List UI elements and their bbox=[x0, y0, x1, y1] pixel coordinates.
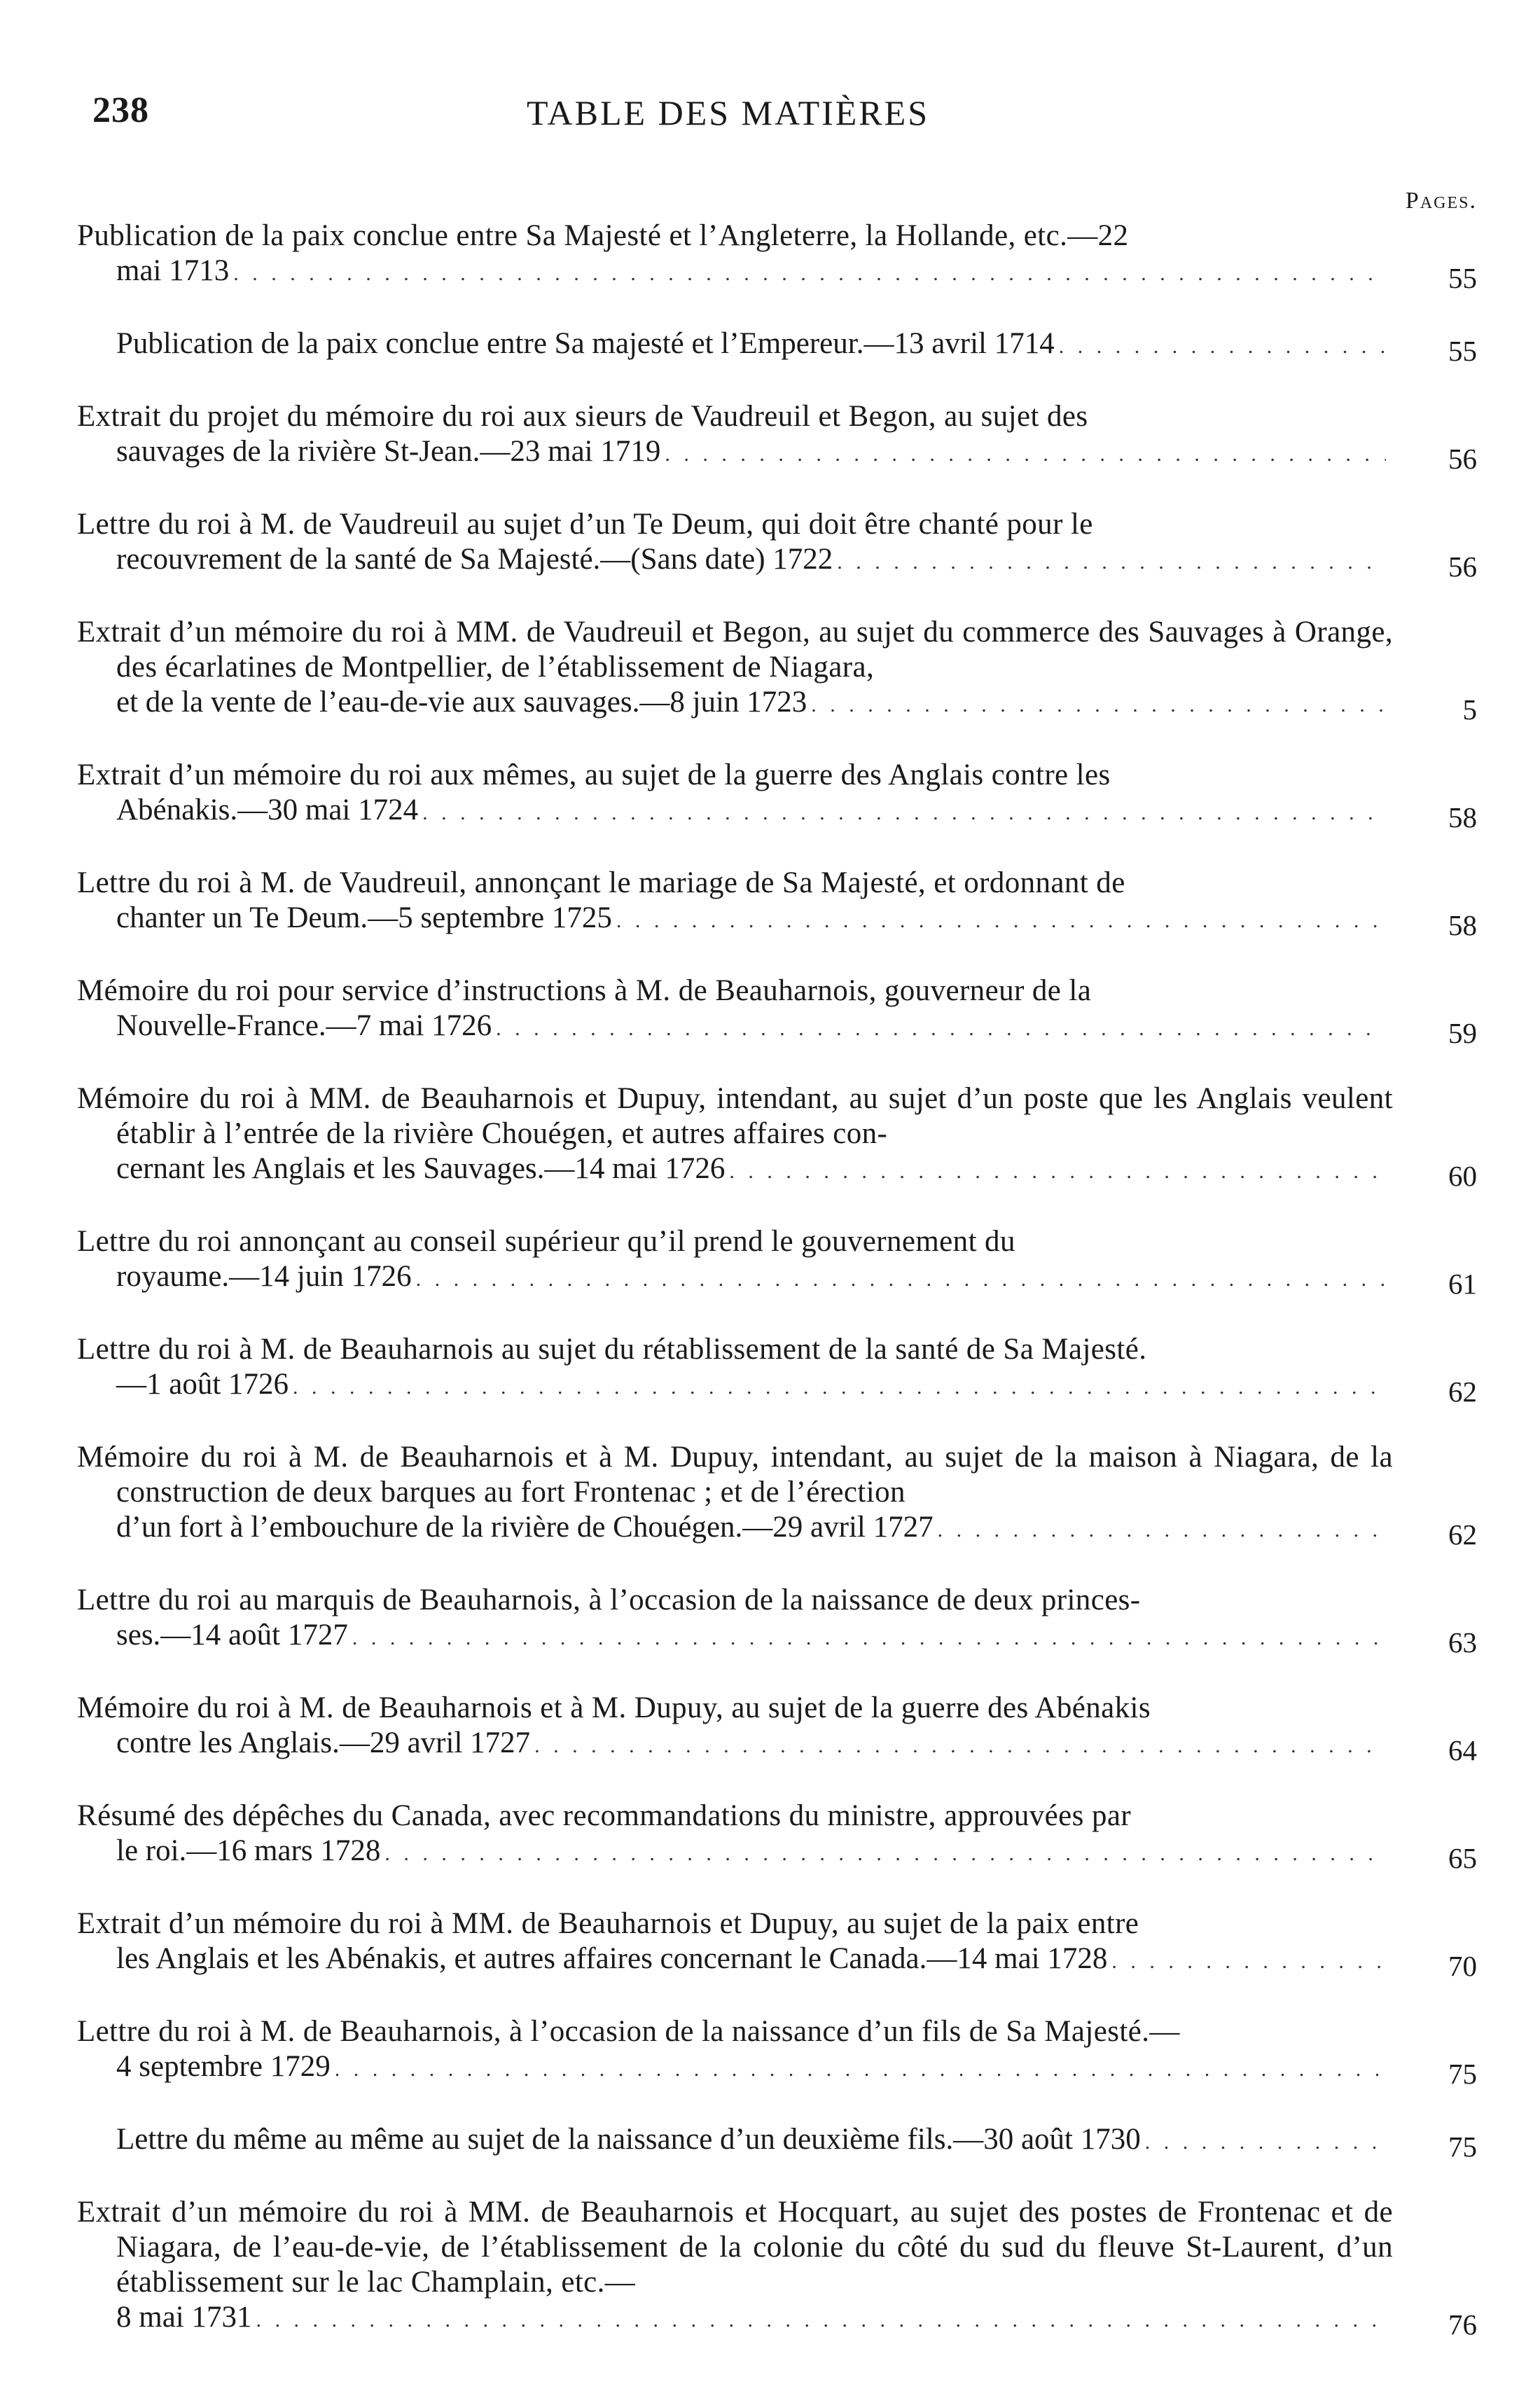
dot-leader bbox=[422, 796, 1386, 831]
toc-entry bbox=[77, 2195, 1477, 2341]
dot-leader bbox=[1111, 1944, 1386, 1979]
toc-entry-page: 75 bbox=[1448, 2058, 1477, 2090]
toc-entry-last-line bbox=[116, 2049, 1393, 2087]
toc-entry-lead: Extrait d’un mémoire du roi à MM. de Beauharnois et Hocquart, au sujet des postes de Frontenac et de Niagara, de l’eau-de-vie, de l’établissement de la colonie du côté du sud du fleuve St-Laurent, d’un établissement sur le lac Champlain, etc.— bbox=[77, 2196, 1393, 2299]
toc-entry-last-line bbox=[116, 1941, 1393, 1979]
dot-leader bbox=[1059, 329, 1386, 364]
toc-entry bbox=[77, 1332, 1477, 1408]
toc-entry-lead: Mémoire du roi à M. de Beauharnois et à M. Dupuy, intendant, au sujet de la maison à Niagara, de la construction de deux barques au fort Frontenac ; et de l’érection bbox=[77, 1441, 1393, 1509]
toc-entry-last-line bbox=[116, 434, 1393, 472]
dot-leader bbox=[938, 1513, 1386, 1548]
toc-entry-page: 55 bbox=[1448, 262, 1477, 294]
dot-leader bbox=[811, 688, 1386, 723]
toc-entry-page: 58 bbox=[1448, 801, 1477, 833]
toc-entry-page: 63 bbox=[1448, 1626, 1477, 1658]
toc-entry-tail: d’un fort à l’embouchure de la rivière de Chouégen.—29 avril 1727 bbox=[116, 1511, 934, 1544]
pages-column-label: Pages. bbox=[1405, 188, 1477, 214]
toc-entry-tail: 4 septembre 1729 bbox=[116, 2050, 331, 2083]
toc-entry-last-line bbox=[116, 1726, 1393, 1764]
toc-entry-page: 61 bbox=[1448, 1268, 1477, 1300]
toc-entry-last-line bbox=[116, 1510, 1393, 1548]
dot-leader bbox=[384, 1836, 1386, 1871]
toc-entry-tail: recouvrement de la santé de Sa Majesté.—(Sans date) 1722 bbox=[116, 543, 833, 576]
toc-entry-lead: Extrait d’un mémoire du roi à MM. de Beauharnois et Dupuy, au sujet de la paix entre bbox=[77, 1907, 1139, 1940]
toc-entry-page: 60 bbox=[1448, 1160, 1477, 1192]
toc-entry bbox=[77, 1799, 1477, 1874]
toc-entry-last-line bbox=[116, 901, 1393, 939]
toc-entry-tail: 8 mai 1731 bbox=[116, 2301, 252, 2334]
toc-entry-last-line bbox=[116, 2122, 1393, 2160]
toc-entry bbox=[77, 1691, 1477, 1764]
toc-entry bbox=[77, 615, 1477, 726]
dot-leader bbox=[293, 1370, 1386, 1405]
toc-entry-tail: sauvages de la rivière St-Jean.—23 mai 1719 bbox=[116, 435, 661, 468]
toc-entry-page: 62 bbox=[1448, 1376, 1477, 1408]
toc-entry-lead: Lettre du roi à M. de Vaudreuil, annonçant le mariage de Sa Majesté, et ordonnant de bbox=[77, 866, 1125, 899]
toc-entry-last-line bbox=[116, 1834, 1393, 1871]
toc-entry-last-line bbox=[116, 1618, 1393, 1656]
toc-entry-last-line bbox=[116, 793, 1393, 831]
toc-entry-tail: Publication de la paix conclue entre Sa majesté et l’Empereur.—13 avril 1714 bbox=[116, 327, 1055, 360]
toc-entry-lead: Publication de la paix conclue entre Sa Majesté et l’Angleterre, la Hollande, etc.—22 bbox=[77, 219, 1129, 252]
toc-entry-page: 62 bbox=[1448, 1518, 1477, 1551]
toc-entry-page: 56 bbox=[1448, 550, 1477, 583]
toc-entry-lead: Mémoire du roi pour service d’instructions à M. de Beauharnois, gouverneur de la bbox=[77, 974, 1092, 1007]
toc-entry-tail: le roi.—16 mars 1728 bbox=[116, 1834, 381, 1867]
toc-entry-lead: Résumé des dépêches du Canada, avec recommandations du ministre, approuvées par bbox=[77, 1799, 1132, 1832]
toc-entry bbox=[77, 2014, 1477, 2090]
toc-entry-last-line bbox=[116, 1367, 1393, 1405]
toc-entry-last-line bbox=[116, 1259, 1393, 1297]
toc-entry-last-line bbox=[116, 254, 1393, 291]
toc-entry-tail: Lettre du même au même au sujet de la naissance d’un deuxième fils.—30 août 1730 bbox=[116, 2123, 1141, 2156]
dot-leader bbox=[729, 1154, 1386, 1189]
toc-entry-lead: Extrait d’un mémoire du roi à MM. de Vaudreuil et Begon, au sujet du commerce des Sauvages à Orange, des écarlatines de Montpellier, de l’établissement de Niagara, bbox=[77, 616, 1393, 684]
dot-leader bbox=[416, 1262, 1386, 1297]
toc-entry bbox=[77, 974, 1477, 1049]
toc-entry-last-line bbox=[116, 685, 1393, 723]
toc-entry-lead: Lettre du roi à M. de Beauharnois au sujet du rétablissement de la santé de Sa Majesté. bbox=[77, 1333, 1147, 1366]
dot-leader bbox=[352, 1621, 1386, 1656]
toc-entry-lead: Extrait d’un mémoire du roi aux mêmes, au sujet de la guerre des Anglais contre les bbox=[77, 759, 1111, 791]
toc-entry-page: 5 bbox=[1462, 693, 1477, 726]
toc-entry-tail: cernant les Anglais et les Sauvages.—14 mai 1726 bbox=[116, 1152, 726, 1185]
toc-entry bbox=[77, 326, 1477, 367]
toc-entry-tail: Abénakis.—30 mai 1724 bbox=[116, 794, 419, 826]
toc-entry bbox=[77, 1906, 1477, 1982]
toc-entry-last-line bbox=[116, 326, 1393, 364]
toc-entry-last-line bbox=[116, 1151, 1393, 1189]
toc-entry-page: 76 bbox=[1448, 2308, 1477, 2341]
page-title bbox=[0, 92, 1540, 133]
toc-entry-page: 70 bbox=[1448, 1950, 1477, 1982]
toc-entry-lead: Mémoire du roi à M. de Beauharnois et à M. Dupuy, au sujet de la guerre des Abénakis bbox=[77, 1691, 1151, 1724]
toc-entry-page: 56 bbox=[1448, 443, 1477, 475]
dot-leader bbox=[616, 903, 1386, 939]
toc-entry-page: 65 bbox=[1448, 1842, 1477, 1874]
toc-entry-tail: contre les Anglais.—29 avril 1727 bbox=[116, 1726, 531, 1759]
toc-entry bbox=[77, 866, 1477, 939]
toc-entry-lead: Lettre du roi annonçant au conseil supérieur qu’il prend le gouvernement du bbox=[77, 1225, 1015, 1258]
toc-entry-page: 58 bbox=[1448, 909, 1477, 941]
toc-entry-lead: Lettre du roi à M. de Vaudreuil au sujet d’un Te Deum, qui doit être chanté pour le bbox=[77, 508, 1093, 541]
toc-entry bbox=[77, 758, 1477, 831]
toc-entry-tail: chanter un Te Deum.—5 septembre 1725 bbox=[116, 901, 612, 934]
page-title-text: TABLE DES MATIÈRES bbox=[527, 93, 929, 132]
dot-leader bbox=[665, 437, 1386, 472]
dot-leader bbox=[256, 2303, 1386, 2338]
toc-entry-lead: Lettre du roi au marquis de Beauharnois, à l’occasion de la naissance de deux princes- bbox=[77, 1584, 1141, 1616]
toc-entry-tail: les Anglais et les Abénakis, et autres affaires concernant le Canada.—14 mai 1728 bbox=[116, 1942, 1108, 1975]
toc-entry-page: 59 bbox=[1448, 1017, 1477, 1049]
toc-entry bbox=[77, 1583, 1477, 1656]
toc-entry-tail: royaume.—14 juin 1726 bbox=[116, 1260, 412, 1293]
dot-leader bbox=[233, 256, 1386, 291]
toc-entry-tail: ses.—14 août 1727 bbox=[116, 1619, 348, 1651]
dot-leader bbox=[335, 2052, 1386, 2087]
dot-leader bbox=[496, 1011, 1386, 1046]
dot-leader bbox=[1145, 2125, 1386, 2160]
toc-entry-last-line bbox=[116, 2300, 1393, 2338]
toc-entry-tail: et de la vente de l’eau-de-vie aux sauvages.—8 juin 1723 bbox=[116, 686, 807, 719]
page-number: 238 bbox=[92, 90, 149, 130]
toc-entry-tail: —1 août 1726 bbox=[116, 1368, 289, 1401]
toc-entry-page: 75 bbox=[1448, 2131, 1477, 2163]
toc-entry-page: 64 bbox=[1448, 1734, 1477, 1766]
toc-entry bbox=[77, 1081, 1477, 1192]
toc-entry-page: 55 bbox=[1448, 335, 1477, 367]
toc-entry bbox=[77, 507, 1477, 583]
toc-entry bbox=[77, 2122, 1477, 2163]
dot-leader bbox=[837, 545, 1386, 580]
toc-entry-lead: Mémoire du roi à MM. de Beauharnois et Dupuy, intendant, au sujet d’un poste que les Anglais veulent établir à l’entrée de la rivière Chouégen, et autres affaires con- bbox=[77, 1082, 1393, 1150]
toc-entry bbox=[77, 399, 1477, 475]
toc-entry-last-line bbox=[116, 1009, 1393, 1046]
toc-entry bbox=[77, 1224, 1477, 1300]
toc-entry-lead: Extrait du projet du mémoire du roi aux sieurs de Vaudreuil et Begon, au sujet des bbox=[77, 400, 1088, 433]
toc-entry-tail: mai 1713 bbox=[116, 254, 230, 287]
toc-entry-lead: Lettre du roi à M. de Beauharnois, à l’occasion de la naissance d’un fils de Sa Majesté.— bbox=[77, 2015, 1180, 2048]
dot-leader bbox=[534, 1729, 1386, 1764]
toc-entry-last-line bbox=[116, 542, 1393, 580]
toc-entry bbox=[77, 1440, 1477, 1551]
toc-entry-tail: Nouvelle-France.—7 mai 1726 bbox=[116, 1009, 492, 1042]
table-of-contents bbox=[77, 219, 1477, 2373]
toc-entry bbox=[77, 219, 1477, 294]
